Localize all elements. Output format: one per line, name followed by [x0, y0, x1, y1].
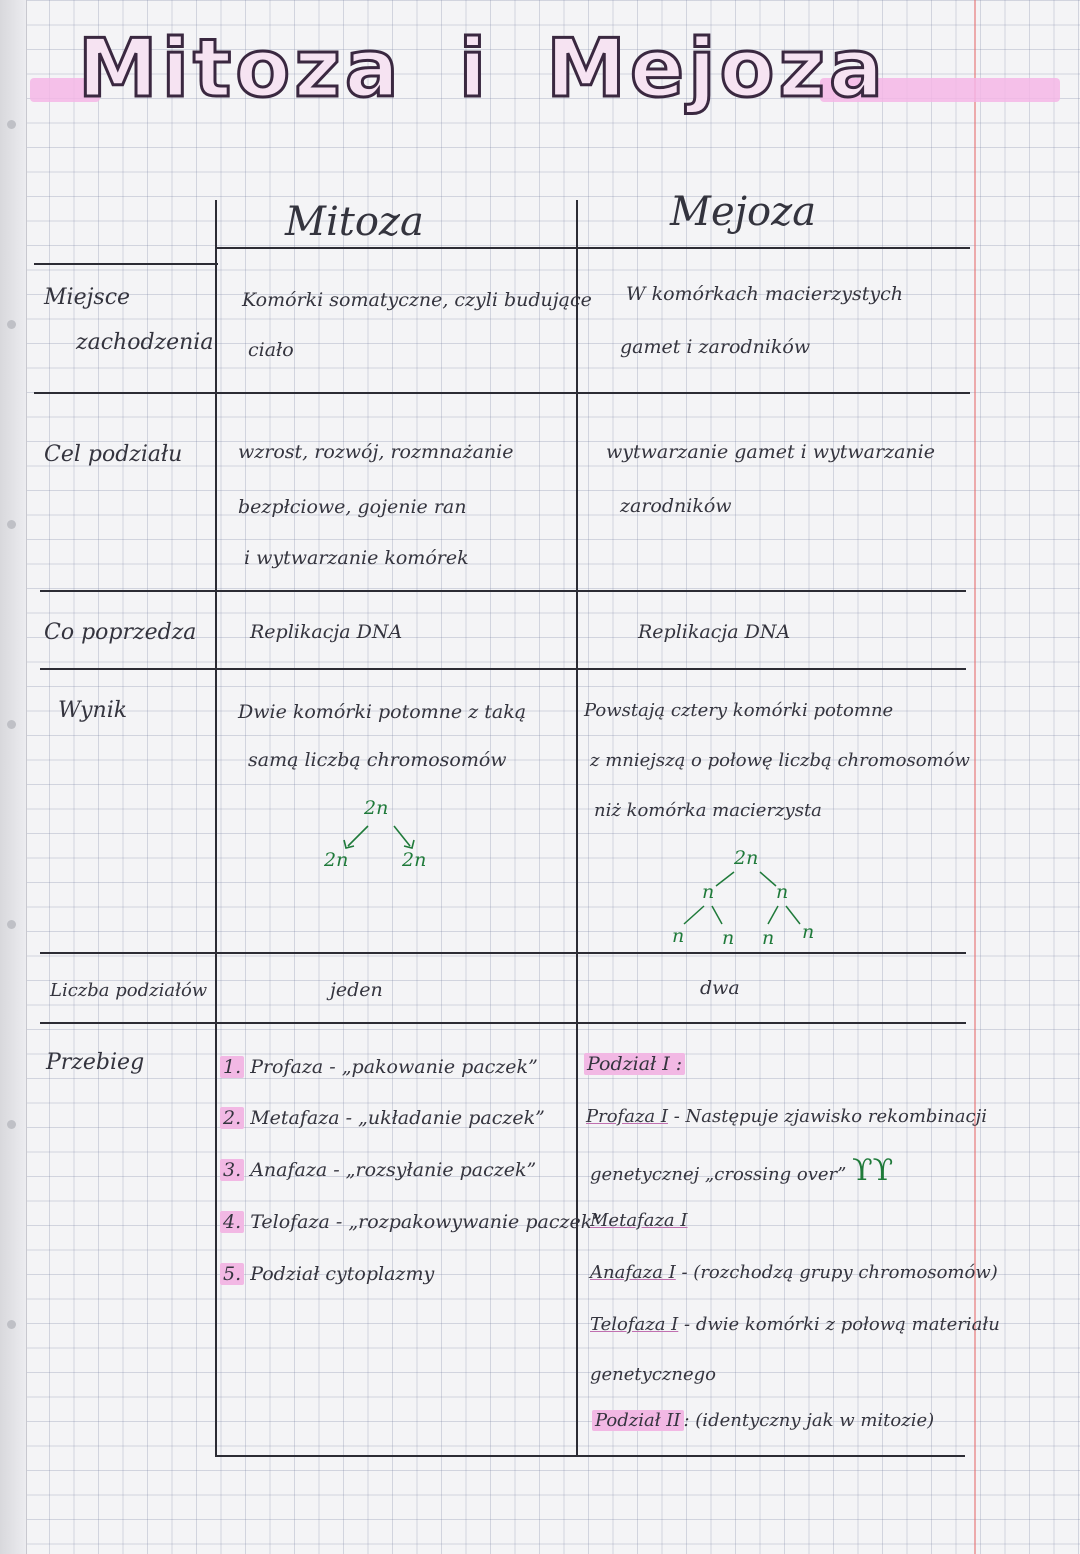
table-divider [40, 952, 966, 954]
title-text [78, 22, 887, 115]
column-header-mitoza: Mitoza [285, 199, 424, 245]
row-label-goal: Cel podziału [44, 442, 183, 467]
row-label-place: Miejsce [44, 285, 131, 310]
binding-hole [7, 320, 16, 329]
phase-text: - dwie komórki z połową materiału [678, 1314, 1000, 1335]
phase-text: genetycznej „crossing over” [590, 1164, 847, 1185]
phase-name: Anafaza I [590, 1262, 676, 1283]
table-divider [215, 1455, 965, 1457]
row-label-divisions: Liczba podziałów [50, 980, 208, 1001]
step-number: 3. [220, 1159, 244, 1181]
row-label-result: Wynik [58, 698, 128, 723]
cell-text: wzrost, rozwój, rozmnażanie [238, 441, 514, 463]
step-text: Podział cytoplazmy [250, 1263, 435, 1285]
row-label-course: Przebieg [46, 1050, 145, 1075]
binding-hole [7, 920, 16, 929]
mitosis-step [220, 1055, 538, 1080]
phase-text: - (rozchodzą grupy chromosomów) [675, 1262, 998, 1283]
tree-root-2n: 2n [734, 847, 759, 869]
binding-hole [7, 1320, 16, 1329]
mitosis-step [220, 1158, 536, 1183]
tree-level1-n: n [776, 881, 789, 903]
cell-text: i wytwarzanie komórek [244, 547, 469, 569]
division-2-text: : (identyczny jak w mitozie) [683, 1410, 935, 1431]
mitosis-step [220, 1210, 602, 1235]
phase-name: Metafaza I [590, 1210, 688, 1231]
cell-text: samą liczbą chromosomów [248, 749, 507, 771]
table-divider [576, 200, 578, 1455]
table-divider [40, 668, 966, 670]
cell-text: Komórki somatyczne, czyli budujące [242, 289, 592, 311]
step-number: 5. [220, 1263, 244, 1285]
column-header-mejoza: Mejoza [670, 189, 817, 235]
tree-child-2n: 2n [402, 849, 427, 871]
table-divider [34, 392, 970, 394]
phase-text: - Następuje zjawisko rekombinacji [668, 1106, 987, 1127]
tree-level2-n: n [722, 927, 735, 949]
binding-hole [7, 120, 16, 129]
crossing-over-icon: ϒϒ [852, 1153, 894, 1188]
phase-name: Profaza I [586, 1106, 668, 1127]
binding-hole [7, 1120, 16, 1129]
tree-level2-n: n [672, 925, 685, 947]
step-text: Anafaza - „rozsyłanie paczek” [250, 1159, 537, 1181]
meiosis-step-telophase [590, 1312, 1000, 1337]
meiosis-division-1-heading [584, 1052, 685, 1077]
phase-name: Telofaza I [590, 1314, 679, 1335]
tree-level1-n: n [702, 881, 715, 903]
table-divider [215, 200, 217, 1455]
row-label-preceded: Co poprzedza [44, 620, 197, 645]
cell-text: bezpłciowe, gojenie ran [238, 496, 467, 518]
table-divider [34, 263, 218, 265]
page-title [30, 18, 1070, 138]
cell-text: Replikacja DNA [638, 621, 791, 643]
cell-text: dwa [700, 977, 740, 999]
table-divider [40, 590, 966, 592]
meiosis-step-prophase [590, 1153, 894, 1188]
division-1-label: Podział I : [584, 1053, 685, 1075]
meiosis-step-metaphase [590, 1208, 688, 1233]
phase-text: genetycznego [590, 1364, 716, 1385]
table-divider [40, 1022, 966, 1024]
cell-text: wytwarzanie gamet i wytwarzanie [606, 441, 935, 463]
meiosis-division-2 [592, 1408, 934, 1433]
tree-level2-n: n [802, 921, 815, 943]
binding-hole [7, 520, 16, 529]
cell-text: Dwie komórki potomne z taką [238, 701, 527, 723]
cell-text: zarodników [620, 495, 732, 517]
title-word-mitoza: Mitoza [78, 22, 403, 115]
cell-text: gamet i zarodników [620, 336, 811, 358]
mitosis-step [220, 1262, 434, 1287]
cell-text: niż komórka macierzysta [594, 800, 822, 821]
mitosis-division-diagram [300, 790, 460, 890]
tree-level2-n: n [762, 927, 775, 949]
step-number: 2. [220, 1107, 244, 1129]
table-divider [215, 247, 970, 249]
cell-text: Powstają cztery komórki potomne [584, 700, 894, 721]
row-label-place: zachodzenia [76, 330, 214, 355]
tree-arrows [300, 790, 460, 890]
cell-text: jeden [330, 979, 383, 1001]
step-text: Metafaza - „układanie paczek” [250, 1107, 545, 1129]
step-number: 4. [220, 1211, 244, 1233]
division-2-label: Podział II [592, 1410, 684, 1431]
binding-hole [7, 720, 16, 729]
meiosis-step-prophase [586, 1104, 987, 1129]
step-text: Profaza - „pakowanie paczek” [250, 1056, 538, 1078]
title-word-mejoza: Mejoza [546, 22, 887, 115]
cell-text: ciało [248, 339, 294, 361]
step-number: 1. [220, 1056, 244, 1078]
mitosis-step [220, 1106, 545, 1131]
step-text: Telofaza - „rozpakowywanie paczek” [250, 1211, 602, 1233]
title-word-i: i [458, 22, 491, 115]
meiosis-division-diagram [660, 840, 840, 952]
meiosis-step-anaphase [590, 1260, 998, 1285]
cell-text: Replikacja DNA [250, 621, 403, 643]
cell-text: W komórkach macierzystych [626, 283, 903, 305]
cell-text: z mniejszą o połowę liczbą chromosomów [590, 750, 970, 771]
meiosis-step-telophase [590, 1362, 716, 1387]
tree-child-2n: 2n [324, 849, 349, 871]
tree-root-2n: 2n [364, 797, 389, 819]
